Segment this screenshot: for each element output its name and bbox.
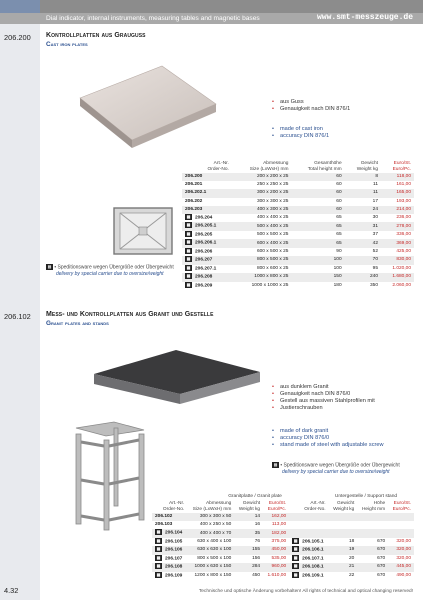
table-row — [182, 282, 414, 290]
price-cell: 375,00 — [263, 538, 289, 546]
size-cell: 300 x 300 x 50 — [187, 513, 234, 521]
order-no: 206.205 — [195, 232, 213, 238]
price-cell: 193,00 — [381, 198, 414, 206]
truck-icon: ▩ — [293, 563, 298, 569]
price-cell: 535,00 — [263, 555, 289, 563]
order-no-cell — [152, 521, 187, 529]
table-row — [152, 529, 414, 537]
weight-cell: 240 — [345, 273, 381, 281]
price-cell: 830,00 — [381, 256, 414, 264]
stand-order-no-cell — [289, 529, 328, 537]
order-no-cell — [152, 572, 187, 580]
order-no: 206.202 — [185, 198, 203, 204]
col-header: Euro/St. Euro/Pc. — [392, 501, 411, 512]
section1-shipping-note: ▩ • Speditionsware wegen Übergröße oder Übergewicht delivery by special carrier due to oversize/weight — [47, 264, 174, 277]
order-no-cell — [182, 256, 232, 264]
height-cell: 60 — [291, 189, 344, 197]
truck-icon: ▩ — [47, 264, 52, 269]
weight-cell: 350 — [345, 282, 381, 290]
weight-cell: 11 — [345, 181, 381, 189]
section2-bullets-de — [272, 384, 375, 412]
table-row — [182, 189, 414, 197]
table-row — [182, 265, 414, 273]
footer-disclaimer: Technische und optische Änderung vorbehalten! All rights of technical and optical changing reserved! — [198, 589, 413, 594]
col-header: Art.-Nr. Order-No. — [304, 501, 326, 512]
section2-subtitle: Granit plates and stands — [46, 320, 109, 327]
stand-order-no: 206.109.1 — [302, 573, 324, 579]
weight-cell: 35 — [234, 529, 263, 537]
price-cell: 450,00 — [263, 546, 289, 554]
size-cell: 400 x 400 x 70 — [187, 529, 234, 537]
truck-icon: ▩ — [156, 554, 161, 560]
table-row — [182, 273, 414, 281]
cast-iron-plate-image — [70, 58, 220, 153]
section1-table — [182, 161, 414, 290]
size-cell: 300 x 200 x 25 — [232, 189, 292, 197]
order-no-cell — [182, 189, 232, 197]
col-header: Euro/St. Euro/Pc. — [267, 501, 287, 512]
order-no-cell — [182, 239, 232, 247]
table-row — [182, 173, 414, 181]
truck-icon: ▩ — [156, 529, 161, 535]
weight-cell: 24 — [345, 206, 381, 214]
truck-icon: ▩ — [156, 571, 161, 577]
stand-weight-cell: 20 — [329, 555, 358, 563]
truck-icon: ▩ — [293, 537, 298, 543]
order-no: 206.207.1 — [195, 266, 217, 272]
order-no: 206.104 — [165, 530, 183, 536]
price-cell: 113,00 — [263, 521, 289, 529]
order-no-cell — [182, 273, 232, 281]
order-no-cell — [152, 529, 187, 537]
stand-order-no-cell — [289, 555, 328, 563]
order-no: 206.206 — [195, 249, 213, 255]
price-cell: 278,00 — [381, 222, 414, 230]
size-cell: 500 x 500 x 25 — [232, 231, 292, 239]
order-no-cell — [152, 563, 187, 571]
table-row — [182, 222, 414, 230]
truck-icon: ▩ — [186, 264, 191, 270]
stand-order-no: 206.107.1 — [302, 556, 324, 562]
stand-weight-cell — [329, 513, 358, 521]
truck-icon: ▩ — [186, 247, 191, 253]
banner-title: Dial indicator, internal instruments, measuring tables and magnetic bases — [46, 15, 260, 22]
section1-title: Kontrollplatten aus Grauguss — [46, 32, 146, 39]
height-cell: 60 — [291, 198, 344, 206]
granite-plate-group-label: Granitplatte / Granit plate — [228, 494, 282, 499]
weight-cell: 450 — [234, 572, 263, 580]
top-banner — [0, 0, 423, 24]
stand-price-cell: 320,00 — [388, 546, 414, 554]
weight-cell: 16 — [234, 521, 263, 529]
order-no-cell — [182, 173, 232, 181]
order-no: 206.109 — [165, 573, 183, 579]
order-no: 206.206.1 — [195, 240, 217, 246]
stand-order-no-cell — [289, 563, 328, 571]
steel-stand-image — [66, 420, 150, 532]
col-header: Gewicht Weight kg — [333, 501, 355, 512]
weight-cell: 52 — [345, 248, 381, 256]
col-header: Abmessung Size (LxWxH) mm — [192, 501, 232, 512]
stand-height-cell — [357, 521, 388, 529]
height-cell: 65 — [291, 239, 344, 247]
truck-icon: ▩ — [186, 222, 191, 228]
stand-order-no: 206.106.1 — [302, 547, 324, 553]
price-cell: 1.020,00 — [381, 265, 414, 273]
weight-cell: 8 — [345, 173, 381, 181]
col-header: Höhe Height mm — [361, 501, 386, 512]
size-cell: 1000 x 630 x 150 — [187, 563, 234, 571]
height-cell: 60 — [291, 181, 344, 189]
truck-icon: ▩ — [156, 546, 161, 552]
order-no: 206.107 — [165, 556, 183, 562]
table-row — [182, 214, 414, 222]
height-cell: 60 — [291, 173, 344, 181]
bullet: • Justierschrauben — [272, 405, 375, 412]
order-no: 206.103 — [155, 522, 173, 528]
table-row — [152, 538, 414, 546]
size-cell: 1000 x 800 x 25 — [232, 273, 292, 281]
section2-bullets-en — [272, 428, 384, 449]
table-row — [182, 239, 414, 247]
height-cell: 65 — [291, 214, 344, 222]
height-cell: 60 — [291, 206, 344, 214]
order-no: 206.200 — [185, 174, 203, 179]
stand-price-cell — [388, 513, 414, 521]
table-row — [152, 555, 414, 563]
stand-height-cell: 670 — [357, 546, 388, 554]
weight-cell: 30 — [345, 214, 381, 222]
table-row — [182, 256, 414, 264]
price-cell: 369,00 — [381, 239, 414, 247]
size-cell: 1000 x 1000 x 25 — [232, 282, 292, 290]
size-cell: 400 x 250 x 50 — [187, 521, 234, 529]
table-row — [152, 546, 414, 554]
size-cell: 800 x 600 x 25 — [232, 265, 292, 273]
stand-weight-cell: 21 — [329, 563, 358, 571]
bullet: • aus dunklem Granit — [272, 384, 375, 391]
table-row — [152, 572, 414, 580]
section1-subtitle: Cast iron plates — [46, 41, 88, 48]
price-cell: 1.610,00 — [263, 572, 289, 580]
size-cell: 600 x 400 x 25 — [232, 239, 292, 247]
weight-cell: 284 — [234, 563, 263, 571]
col-header: Gesamthöhe Total height mm — [307, 161, 342, 172]
size-cell: 800 x 500 x 100 — [187, 555, 234, 563]
height-cell: 150 — [291, 273, 344, 281]
col-header: Art.-Nr. Order-No. — [207, 161, 229, 172]
order-no-cell — [182, 206, 232, 214]
order-no: 206.205.1 — [195, 223, 217, 229]
size-cell: 500 x 400 x 25 — [232, 222, 292, 230]
weight-cell: 76 — [234, 538, 263, 546]
weight-cell: 155 — [234, 546, 263, 554]
truck-icon: ▩ — [293, 546, 298, 552]
col-header: Abmessung Size (LxWxH) mm — [249, 161, 289, 172]
table-row — [182, 231, 414, 239]
height-cell: 100 — [291, 265, 344, 273]
size-cell: 200 x 200 x 25 — [232, 173, 292, 181]
order-no: 206.208 — [195, 274, 213, 280]
stand-price-cell: 445,00 — [388, 563, 414, 571]
support-stand-group-label: Untergestelle / Support stand — [334, 494, 398, 499]
order-no: 206.201 — [185, 182, 203, 188]
weight-cell: 14 — [234, 513, 263, 521]
stand-price-cell: 320,00 — [388, 538, 414, 546]
order-no-cell — [152, 555, 187, 563]
bullet: • aus Guss — [272, 99, 350, 106]
size-cell: 800 x 500 x 25 — [232, 256, 292, 264]
section1-number: 206.200 — [4, 33, 31, 42]
order-no-cell — [182, 231, 232, 239]
order-no-cell — [152, 546, 187, 554]
stand-height-cell: 670 — [357, 555, 388, 563]
stand-price-cell: 320,00 — [388, 555, 414, 563]
stand-weight-cell: 19 — [329, 546, 358, 554]
table-row — [182, 198, 414, 206]
stand-weight-cell: 18 — [329, 538, 358, 546]
weight-cell: 156 — [234, 555, 263, 563]
size-cell: 630 x 400 x 100 — [187, 538, 234, 546]
order-no: 206.108 — [165, 564, 183, 570]
size-cell: 400 x 400 x 25 — [232, 214, 292, 222]
table-row — [182, 206, 414, 214]
section2-number: 206.102 — [4, 312, 31, 321]
order-no-cell — [182, 181, 232, 189]
price-cell: 425,00 — [381, 248, 414, 256]
stand-order-no-cell — [289, 546, 328, 554]
col-header: Gewicht Weight kg — [238, 501, 261, 512]
height-cell: 65 — [291, 231, 344, 239]
stand-order-no-cell — [289, 521, 328, 529]
stand-order-no: 206.105.1 — [302, 539, 324, 545]
size-cell: 1200 x 800 x 150 — [187, 572, 234, 580]
truck-icon: ▩ — [186, 230, 191, 236]
stand-height-cell: 670 — [357, 538, 388, 546]
table-row — [182, 248, 414, 256]
col-header: Gewicht Weight kg — [356, 161, 379, 172]
stand-order-no-cell — [289, 572, 328, 580]
stand-weight-cell — [329, 529, 358, 537]
weight-cell: 42 — [345, 239, 381, 247]
section1-bullets-en — [272, 126, 329, 140]
bullet: • made of cast iron — [272, 126, 329, 133]
price-cell: 161,00 — [381, 181, 414, 189]
order-no-cell — [182, 282, 232, 290]
stand-height-cell: 670 — [357, 572, 388, 580]
stand-height-cell — [357, 513, 388, 521]
section2-table — [152, 501, 414, 580]
size-cell: 600 x 500 x 25 — [232, 248, 292, 256]
bullet: • stand made of steel with adjustable screw — [272, 442, 384, 449]
bullet: • Genauigkeit nach DIN 876/0 — [272, 391, 375, 398]
col-header: Euro/St. Euro/Pc. — [392, 161, 411, 172]
truck-icon: ▩ — [156, 563, 161, 569]
stand-height-cell: 670 — [357, 563, 388, 571]
size-cell: 250 x 250 x 25 — [232, 181, 292, 189]
stand-order-no-cell — [289, 513, 328, 521]
price-cell: 118,00 — [381, 173, 414, 181]
section1-bullets-de — [272, 99, 350, 113]
height-cell: 180 — [291, 282, 344, 290]
truck-icon: ▩ — [293, 571, 298, 577]
truck-icon: ▩ — [156, 537, 161, 543]
stand-price-cell — [388, 521, 414, 529]
stand-weight-cell — [329, 521, 358, 529]
stand-price-cell — [388, 529, 414, 537]
price-cell: 236,00 — [381, 214, 414, 222]
table-row — [152, 521, 414, 529]
order-no-cell — [182, 214, 232, 222]
table-row — [182, 181, 414, 189]
weight-cell: 37 — [345, 231, 381, 239]
weight-cell: 11 — [345, 189, 381, 197]
weight-cell: 95 — [345, 265, 381, 273]
section2-title: Mess- und Kontrollplatten aus Granit und Gestelle — [46, 311, 214, 318]
order-no: 206.209 — [195, 283, 213, 289]
order-no: 206.204 — [195, 215, 213, 221]
weight-cell: 17 — [345, 198, 381, 206]
stand-height-cell — [357, 529, 388, 537]
price-cell: 336,00 — [381, 231, 414, 239]
price-cell: 182,00 — [263, 529, 289, 537]
height-cell: 90 — [291, 248, 344, 256]
truck-icon: ▩ — [273, 462, 278, 467]
price-cell: 162,00 — [263, 513, 289, 521]
bullet: • made of dark granit — [272, 428, 384, 435]
weight-cell: 31 — [345, 222, 381, 230]
plate-underside-image — [112, 206, 174, 256]
stand-weight-cell: 22 — [329, 572, 358, 580]
stand-price-cell: 490,00 — [388, 572, 414, 580]
order-no-cell — [152, 513, 187, 521]
price-cell: 2.060,00 — [381, 282, 414, 290]
bullet: • accuracy DIN 876/0 — [272, 435, 384, 442]
table-row — [152, 513, 414, 521]
order-no-cell — [182, 222, 232, 230]
truck-icon: ▩ — [186, 256, 191, 262]
truck-icon: ▩ — [186, 273, 191, 279]
height-cell: 65 — [291, 222, 344, 230]
price-cell: 214,00 — [381, 206, 414, 214]
weight-cell: 70 — [345, 256, 381, 264]
price-cell: 1.680,00 — [381, 273, 414, 281]
col-header: Art.-Nr. Order-No. — [162, 501, 185, 512]
order-no-cell — [182, 248, 232, 256]
table-row — [152, 563, 414, 571]
bullet: • accuracy DIN 876/1 — [272, 133, 329, 140]
stand-order-no-cell — [289, 538, 328, 546]
price-cell: 960,00 — [263, 563, 289, 571]
size-cell: 630 x 630 x 100 — [187, 546, 234, 554]
stand-order-no: 206.108.1 — [302, 564, 324, 570]
order-no: 206.202.1 — [185, 190, 207, 196]
granite-plate-image — [88, 344, 264, 406]
section2-shipping-note: ▩ • Speditionsware wegen Übergröße oder Übergewicht delivery by special carrier due to oversize/weight — [273, 462, 400, 475]
order-no: 206.106 — [165, 547, 183, 553]
height-cell: 100 — [291, 256, 344, 264]
order-no: 206.102 — [155, 514, 173, 519]
order-no: 206.105 — [165, 539, 183, 545]
truck-icon: ▩ — [186, 214, 191, 220]
order-no: 206.207 — [195, 257, 213, 263]
page-number: 4.32 — [4, 586, 19, 595]
size-cell: 300 x 300 x 25 — [232, 198, 292, 206]
order-no-cell — [152, 538, 187, 546]
size-cell: 400 x 300 x 25 — [232, 206, 292, 214]
banner-url[interactable]: www.smt-messzeuge.de — [316, 13, 413, 22]
truck-icon: ▩ — [293, 554, 298, 560]
truck-icon: ▩ — [186, 239, 191, 245]
order-no-cell — [182, 265, 232, 273]
price-cell: 165,00 — [381, 189, 414, 197]
order-no: 206.203 — [185, 206, 203, 212]
truck-icon: ▩ — [186, 281, 191, 287]
bullet: • Genauigkeit nach DIN 876/1 — [272, 106, 350, 113]
order-no-cell — [182, 198, 232, 206]
bullet: • Gestell aus massiven Stahlprofilen mit — [272, 398, 375, 405]
